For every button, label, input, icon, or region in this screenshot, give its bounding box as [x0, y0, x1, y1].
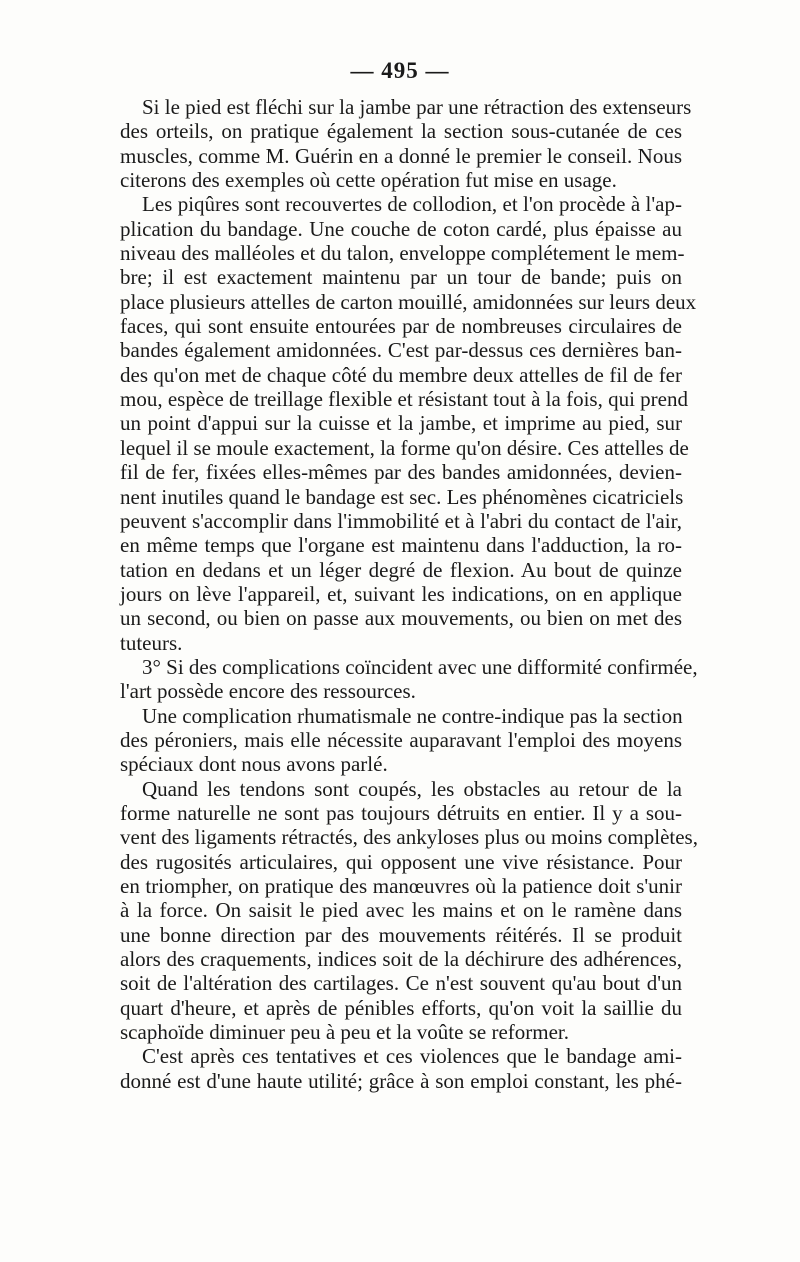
text-line: donné est d'une haute utilité; grâce à son emploi constant, les phé- — [120, 1068, 682, 1093]
text-line: soit de l'altération des cartilages. Ce n'est souvent qu'au bout d'un — [120, 971, 682, 996]
text-line: mou, espèce de treillage flexible et résistant tout à la fois, qui prend — [120, 387, 688, 412]
text-line: place plusieurs attelles de carton mouillé, amidonnées sur leurs deux — [120, 289, 697, 314]
page-number: — 495 — — [350, 58, 450, 83]
text-line: forme naturelle ne sont pas toujours détruits en entier. Il y a sou- — [120, 800, 682, 825]
text-line: en même temps que l'organe est maintenu dans l'adduction, la ro- — [120, 533, 682, 558]
text-line: bre; il est exactement maintenu par un tour de bande; puis on — [120, 265, 682, 290]
text-line: des qu'on met de chaque côté du membre deux attelles de fil de fer — [120, 362, 682, 387]
text-line: alors des craquements, indices soit de la déchirure des adhérences, — [120, 947, 682, 972]
text-line: Si le pied est fléchi sur la jambe par une rétraction des extenseurs — [142, 95, 692, 119]
text-line: un second, ou bien on passe aux mouvements, ou bien on met des — [120, 606, 682, 631]
text-line: tation en dedans et un léger degré de flexion. Au bout de quinze — [120, 557, 682, 582]
text-line: nent inutiles quand le bandage est sec. Les phénomènes cicatriciels — [120, 484, 684, 509]
text-line: en triompher, on pratique des manœuvres où la patience doit s'unir — [120, 874, 682, 898]
text-line: des orteils, on pratique également la section sous-cutanée de ces — [120, 119, 682, 144]
text-line: des rugosités articulaires, qui opposent une vive résistance. Pour — [120, 849, 682, 874]
text-line: spéciaux dont nous avons parlé. — [120, 752, 388, 777]
text-line: une bonne direction par des mouvements réitérés. Il se produit — [120, 922, 682, 947]
text-line: Quand les tendons sont coupés, les obstacles au retour de la — [142, 776, 682, 801]
text-line: quart d'heure, et après de pénibles efforts, qu'on voit la saillie du — [120, 995, 682, 1020]
text-line: scaphoïde diminuer peu à peu et la voûte se reformer. — [120, 1020, 569, 1045]
text-line: un point d'appui sur la cuisse et la jambe, et imprime au pied, sur — [120, 411, 682, 436]
body-text — [120, 95, 698, 1093]
text-line: jours on lève l'appareil, et, suivant les indications, on en applique — [120, 581, 682, 606]
text-line: citerons des exemples où cette opération fut mise en usage. — [120, 168, 617, 193]
text-line: niveau des malléoles et du talon, enveloppe complétement le mem- — [120, 241, 685, 266]
text-line: 3° Si des complications coïncident avec une difformité confirmée, — [142, 654, 698, 679]
text-line: bandes également amidonnées. C'est par-dessus ces dernières ban- — [120, 338, 682, 363]
text-line: C'est après ces tentatives et ces violences que le bandage ami- — [142, 1044, 682, 1069]
text-line: fil de fer, fixées elles-mêmes par des bandes amidonnées, devien- — [120, 460, 682, 485]
text-line: vent des ligaments rétractés, des ankyloses plus ou moins complètes, — [120, 825, 698, 850]
text-line: muscles, comme M. Guérin en a donné le premier le conseil. Nous — [120, 143, 682, 168]
text-line: lequel il se moule exactement, la forme qu'on désire. Ces attelles de — [120, 435, 689, 460]
text-line: à la force. On saisit le pied avec les mains et on le ramène dans — [120, 898, 682, 923]
text-line: faces, qui sont ensuite entourées par de nombreuses circulaires de — [120, 314, 682, 339]
text-line: tuteurs. — [120, 630, 183, 655]
text-line: Les piqûres sont recouvertes de collodion, et l'on procède à l'ap- — [142, 192, 682, 217]
text-line: des péroniers, mais elle nécessite auparavant l'emploi des moyens — [120, 727, 682, 752]
text-line: plication du bandage. Une couche de coton cardé, plus épaisse au — [120, 216, 682, 241]
text-line: l'art possède encore des ressources. — [120, 679, 416, 704]
text-line: peuvent s'accomplir dans l'immobilité et à l'abri du contact de l'air, — [120, 508, 682, 533]
text-line: Une complication rhumatismale ne contre-indique pas la section — [142, 703, 683, 728]
